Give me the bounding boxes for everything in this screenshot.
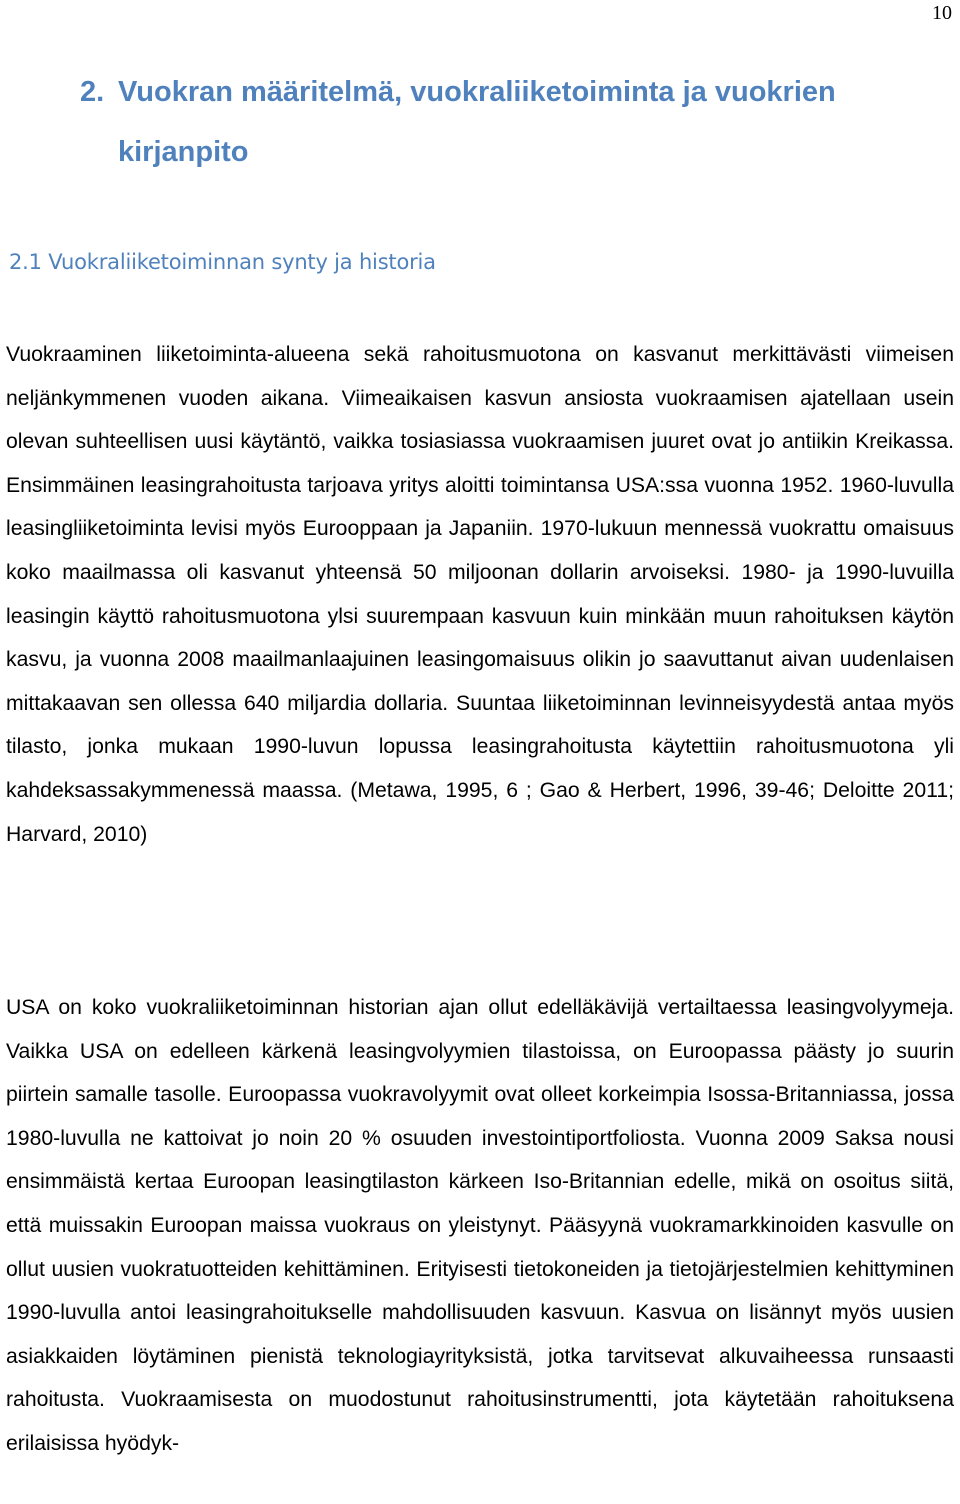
page-number: 10 xyxy=(932,2,952,24)
chapter-title-line2: kirjanpito xyxy=(118,136,249,168)
body-paragraph-1: Vuokraaminen liiketoiminta-alueena sekä rahoitusmuotona on kasvanut merkittävästi viimeisen neljänkymmenen vuoden aikana. Viimeaikaisen kasvun ansiosta vuokraamisen ajatellaan usein olevan suhteellisen uusi käytäntö, vaikka tosiasiassa vuokraamisen juuret ovat jo antiikin Kreikassa. Ensimmäinen leasingrahoitusta tarjoava yritys aloitti toimintansa USA:ssa vuonna 1952. 1960-luvulla leasingliiketoiminta levisi myös Eurooppaan ja Japaniin. 1970-lukuun mennessä vuokrattu omaisuus koko maailmassa oli kasvanut yhteensä 50 miljoonan dollarin arvoiseksi. 1980- ja 1990-luvuilla leasingin käyttö rahoitusmuotona ylsi suurempaan kasvuun kuin minkään muun rahoituksen käytön kasvu, ja vuonna 2008 maailmanlaajuinen leasingomaisuus olikin jo saavuttanut aivan uudenlaisen mittakaavan sen ollessa 640 miljardia dollaria. Suuntaa liiketoiminnan levinneisyydestä antaa myös tilasto, jonka mukaan 1990-luvun lopussa leasingrahoitusta käytettiin rahoitusmuotona yli kahdeksassakymmenessä maassa. (Metawa, 1995, 6 ; Gao & Herbert, 1996, 39-46; Deloitte 2011; Harvard, 2010) xyxy=(6,343,954,846)
chapter-number: 2. xyxy=(80,76,105,108)
section-title: 2.1 Vuokraliiketoiminnan synty ja historia xyxy=(9,250,436,274)
chapter-title xyxy=(80,62,950,182)
chapter-title-line1: Vuokran määritelmä, vuokraliiketoiminta ja vuokrien xyxy=(118,76,836,108)
body-paragraph-2: USA on koko vuokraliiketoiminnan historian ajan ollut edelläkävijä vertailtaessa leasingvolyymeja. Vaikka USA on edelleen kärkenä leasingvolyymien tilastoissa, on Euroopassa päästy jo suurin piirtein samalle tasolle. Euroopassa vuokravolyymit ovat olleet korkeimpia Isossa-Britanniassa, jossa 1980-luvulla ne kattoivat jo noin 20 % osuuden investointiportfoliosta. Vuonna 2009 Saksa nousi ensimmäistä kertaa Euroopan leasingtilaston kärkeen Iso-Britannian edelle, mikä on osoitus siitä, että muissakin Euroopan maissa vuokraus on yleistynyt. Pääsyynä vuokramarkkinoiden kasvulle on ollut uusien vuokratuotteiden kehittäminen. Erityisesti tietokoneiden ja tietojärjestelmien kehittyminen 1990-luvulla antoi leasingrahoitukselle mahdollisuuden kasvuun. Kasvua on lisännyt myös uusien asiakkaiden löytäminen pienistä teknologiayrityksistä, jotka tarvitsevat alkuvaiheessa runsaasti rahoitusta. Vuokraamisesta on muodostunut rahoitusinstrumentti, jota käytetään rahoituksena erilaisissa hyödyk- xyxy=(6,996,954,1455)
